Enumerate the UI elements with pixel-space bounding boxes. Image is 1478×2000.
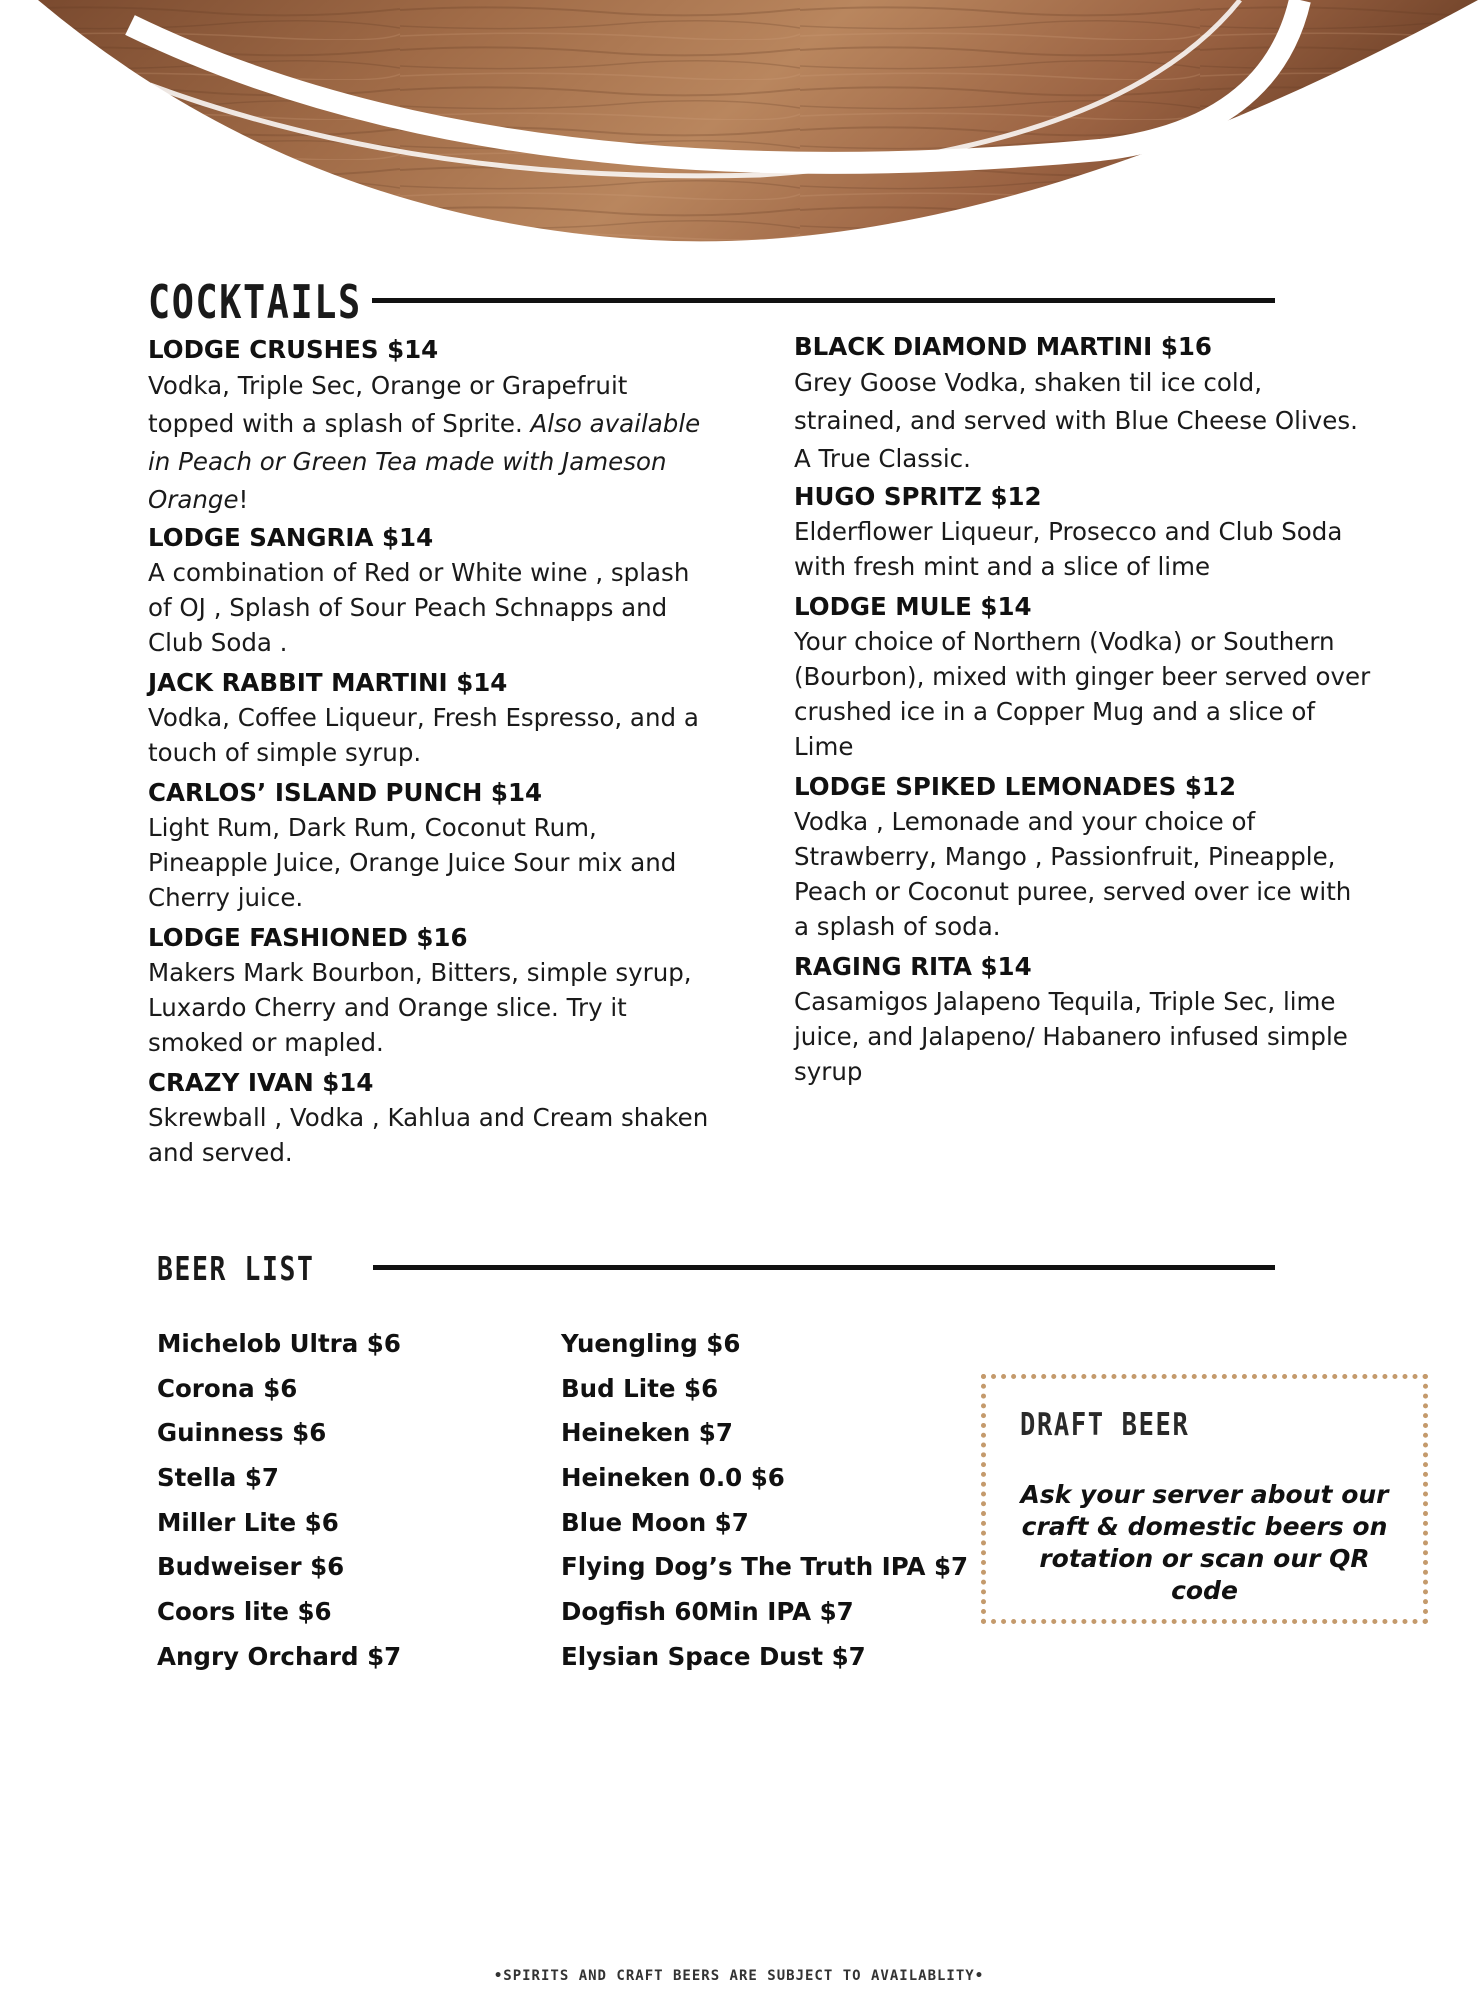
beer-item: Stella $7 xyxy=(157,1463,279,1493)
cocktail-name: LODGE FASHIONED $16 xyxy=(148,923,468,952)
beer-item: Michelob Ultra $6 xyxy=(157,1329,401,1358)
cocktail-item xyxy=(148,521,718,660)
cocktail-item xyxy=(794,590,1374,764)
beer-item: Corona $6 xyxy=(157,1373,298,1403)
cocktail-name: CARLOS’ ISLAND PUNCH $14 xyxy=(148,778,543,807)
beer-item: Heineken $7 xyxy=(561,1418,733,1448)
beer-item: Budweiser $6 xyxy=(157,1552,345,1582)
cocktail-description-text: Vodka, Triple Sec, Orange or Grapefruit topped with a splash of Sprite. xyxy=(148,371,628,438)
cocktail-description: A combination of Red or White wine , splash of OJ , Splash of Sour Peach Schnapps and Club Soda . xyxy=(148,558,690,657)
cocktail-name: LODGE MULE $14 xyxy=(794,592,1032,621)
cocktail-item xyxy=(148,333,718,519)
cocktail-item xyxy=(794,950,1374,1089)
cocktail-description: Vodka, Coffee Liqueur, Fresh Espresso, and a touch of simple syrup. xyxy=(148,703,699,767)
cocktail-item xyxy=(148,921,718,1060)
cocktail-description-end: ! xyxy=(238,485,249,514)
beer-item: Yuengling $6 xyxy=(561,1329,741,1358)
beer-item: Elysian Space Dust $7 xyxy=(561,1641,866,1671)
cocktail-description: Skrewball , Vodka , Kahlua and Cream shaken and served. xyxy=(148,1103,709,1167)
cocktail-description: Grey Goose Vodka, shaken til ice cold, strained, and served with Blue Cheese Olives. A True Classic. xyxy=(794,368,1358,473)
cocktail-description: Elderflower Liqueur, Prosecco and Club Soda with fresh mint and a slice of lime xyxy=(794,517,1343,581)
cocktail-name: LODGE CRUSHES $14 xyxy=(148,335,439,364)
cocktails-heading: COCKTAILS xyxy=(148,275,362,329)
cocktail-item xyxy=(148,666,718,770)
cocktail-name: HUGO SPRITZ $12 xyxy=(794,482,1042,511)
draft-beer-heading: DRAFT BEER xyxy=(1020,1407,1190,1443)
draft-beer-note: Ask your server about our craft & domestic beers on rotation or scan our QR code xyxy=(1020,1480,1389,1605)
cocktail-item xyxy=(148,1066,718,1170)
cocktail-name: LODGE SPIKED LEMONADES $12 xyxy=(794,772,1236,801)
draft-beer-box xyxy=(981,1374,1428,1624)
beer-list-column-2 xyxy=(561,1326,968,1684)
wood-banner-decoration xyxy=(0,0,1478,250)
beer-item: Angry Orchard $7 xyxy=(157,1641,402,1671)
beer-item: Flying Dog’s The Truth IPA $7 xyxy=(561,1552,969,1582)
beer-item: Guinness $6 xyxy=(157,1418,327,1448)
cocktail-description xyxy=(148,367,718,519)
beer-item: Blue Moon $7 xyxy=(561,1507,749,1537)
cocktails-left-column xyxy=(148,333,718,1176)
beer-list-divider xyxy=(373,1265,1275,1270)
cocktail-description: Your choice of Northern (Vodka) or Southern (Bourbon), mixed with ginger beer served over crushed ice in a Copper Mug and a slice of Lime xyxy=(794,627,1371,761)
cocktail-item xyxy=(148,776,718,915)
beer-item: Coors lite $6 xyxy=(157,1597,332,1627)
cocktail-description: Light Rum, Dark Rum, Coconut Rum, Pineapple Juice, Orange Juice Sour mix and Cherry juice. xyxy=(148,813,677,912)
cocktail-name: LODGE SANGRIA $14 xyxy=(148,523,434,552)
beer-list-heading: BEER LIST xyxy=(157,1249,315,1288)
cocktail-item xyxy=(794,330,1374,478)
cocktails-right-column xyxy=(794,330,1374,1095)
cocktail-name: CRAZY IVAN $14 xyxy=(148,1068,374,1097)
cocktail-name: RAGING RITA $14 xyxy=(794,952,1032,981)
beer-item: Dogfish 60Min IPA $7 xyxy=(561,1597,854,1627)
cocktail-description: Casamigos Jalapeno Tequila, Triple Sec, lime juice, and Jalapeno/ Habanero infused simple syrup xyxy=(794,987,1348,1086)
cocktail-description: Vodka , Lemonade and your choice of Strawberry, Mango , Passionfruit, Pineapple, Peach or Coconut puree, served over ice with a splash of soda. xyxy=(794,807,1352,941)
cocktail-description: Makers Mark Bourbon, Bitters, simple syrup, Luxardo Cherry and Orange slice. Try it smoked or mapled. xyxy=(148,958,692,1057)
beer-list-column-1 xyxy=(157,1326,401,1684)
beer-item: Bud Lite $6 xyxy=(561,1373,719,1403)
cocktail-name: BLACK DIAMOND MARTINI $16 xyxy=(794,332,1212,361)
cocktail-description-note: Also available in Peach or Green Tea made with Jameson Orange xyxy=(148,409,701,514)
cocktail-item xyxy=(794,480,1374,584)
cocktails-divider xyxy=(372,298,1275,303)
cocktail-name: JACK RABBIT MARTINI $14 xyxy=(148,668,508,697)
availability-footer: •SPIRITS AND CRAFT BEERS ARE SUBJECT TO AVAILABLITY• xyxy=(493,1968,985,1984)
beer-item: Miller Lite $6 xyxy=(157,1507,339,1537)
beer-item: Heineken 0.0 $6 xyxy=(561,1463,785,1493)
cocktail-item xyxy=(794,770,1374,944)
